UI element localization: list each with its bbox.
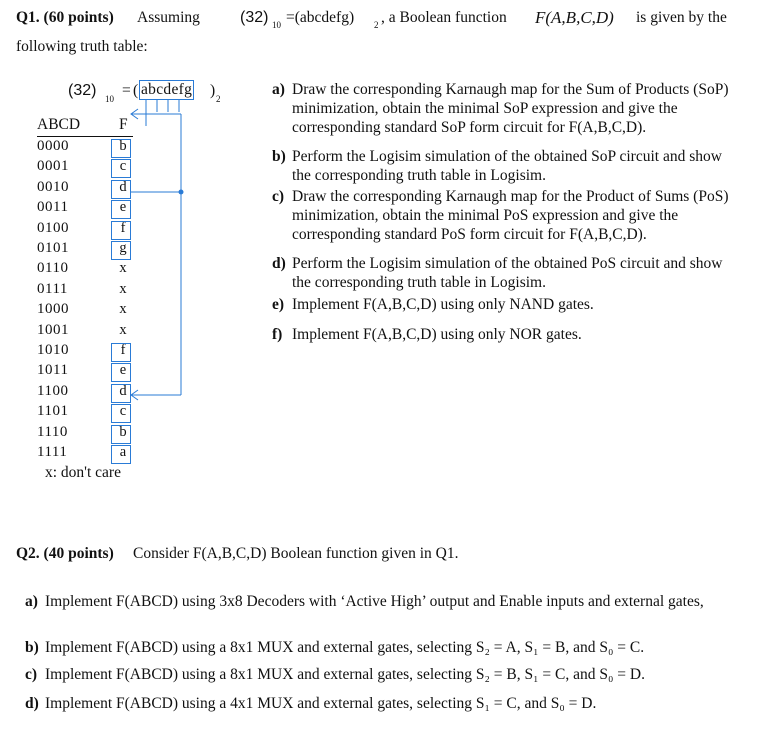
table-eq-close: ) (210, 82, 216, 99)
table-cell-f: e (119, 199, 127, 216)
table-cell-f: b (119, 423, 127, 440)
q1-part-d: d) Perform the Logisim simulation of the obtained PoS circuit and show the corresponding truth table in Logisim. (272, 255, 723, 291)
table-cell-abcd: 0010 (37, 178, 69, 195)
q1-intro-c: is given by the (636, 9, 727, 26)
q2-intro: Consider F(A,B,C,D) Boolean function given in Q1. (133, 545, 459, 562)
q1-part-a: a) Draw the corresponding Karnaugh map for the Sum of Products (SoP) minimization, obtain the minimal SoP expression and give the corresponding standard SoP form circuit for F(A,B,C,D). (272, 81, 729, 136)
q2-label: Q2. (40 points) (16, 545, 114, 562)
q1-part-b: b) Perform the Logisim simulation of the obtained SoP circuit and show the corresponding truth table in Logisim. (272, 148, 722, 184)
table-cell-f: d (119, 178, 127, 195)
table-cell-f: c (119, 403, 127, 420)
table-eq-mid: = (122, 82, 131, 99)
table-cell-f: x (119, 321, 127, 338)
q1-intro-line2: following truth table: (16, 38, 148, 55)
table-cell-f: f (120, 219, 126, 236)
table-cell-abcd: 0000 (37, 138, 69, 154)
table-cell-f: a (119, 444, 127, 460)
q1-eq-lhs: (32) (240, 9, 269, 26)
table-cell-f: d (119, 382, 127, 399)
q1-intro-a: Assuming (137, 9, 200, 26)
table-cell-f: g (119, 240, 127, 256)
table-footnote: x: don't care (45, 464, 121, 481)
q2-item-c: c) Implement F(ABCD) using a 8x1 MUX and external gates, selecting S₂ = B, S₁ = C, and S₀ = D. (25, 666, 645, 683)
table-cell-abcd: 1110 (37, 423, 68, 440)
q2-item-b: b) Implement F(ABCD) using a 8x1 MUX and external gates, selecting S₂ = A, S₁ = B, and S₀ = C. (25, 639, 645, 656)
table-cell-abcd: 0101 (37, 240, 69, 256)
table-cell-abcd: 1101 (37, 403, 69, 420)
table-cell-abcd: 1011 (37, 362, 69, 379)
table-cell-abcd: 0001 (37, 158, 69, 175)
table-cell-abcd: 0100 (37, 219, 69, 236)
q1-intro-b: , a Boolean function (381, 9, 507, 26)
q1-part-e: e) Implement F(A,B,C,D) using only NAND gates. (272, 296, 594, 313)
table-cell-abcd: 1000 (37, 301, 69, 318)
table-cell-abcd: 0011 (37, 199, 69, 216)
table-header-f: F (119, 116, 128, 133)
q1-eq-rhs: =(abcdefg) (286, 9, 355, 26)
table-cell-abcd: 1100 (37, 382, 69, 399)
table-eq-open: ( (133, 82, 139, 99)
q1-label: Q1. (60 points) (16, 9, 114, 26)
q2-item-a: a) Implement F(ABCD) using 3x8 Decoders with ‘Active High’ output and Enable inputs and external gates, (25, 593, 704, 610)
table-eq-sub: 2 (216, 94, 221, 104)
table-eq-base: 10 (105, 94, 114, 104)
table-cell-f: c (119, 158, 127, 175)
table-cell-abcd: 1010 (37, 342, 69, 358)
table-cell-abcd: 0111 (37, 280, 68, 297)
q1-func: F(A,B,C,D) (535, 8, 614, 27)
q1-part-c: c) Draw the corresponding Karnaugh map for the Product of Sums (PoS) minimization, obtain the minimal PoS expression and give the corresponding standard PoS form circuit for F(A,B,C,D). (272, 188, 729, 243)
table-cell-f: x (119, 280, 127, 297)
table-cell-abcd: 1111 (37, 444, 68, 460)
table-cell-abcd: 1001 (37, 321, 69, 338)
q2-item-d: d) Implement F(ABCD) using a 4x1 MUX and external gates, selecting S₁ = C, and S₀ = D. (25, 695, 597, 712)
q1-eq-base: 10 (272, 20, 281, 30)
table-cell-abcd: 0110 (37, 260, 69, 277)
table-cell-f: b (119, 138, 127, 154)
table-cell-f: x (119, 301, 127, 318)
connector-lines (0, 0, 260, 420)
table-cell-box (111, 425, 131, 444)
table-cell-box (111, 445, 131, 464)
table-header-abcd: ABCD (37, 116, 81, 133)
table-eq-lhs: (32) (68, 82, 97, 99)
table-cell-f: e (119, 362, 127, 379)
q1-eq-sub: 2 (374, 20, 379, 30)
table-eq-bits: abcdefg (141, 81, 193, 98)
table-cell-f: x (119, 260, 127, 277)
q1-part-f: f) Implement F(A,B,C,D) using only NOR gates. (272, 326, 582, 343)
table-cell-f: f (120, 342, 126, 358)
